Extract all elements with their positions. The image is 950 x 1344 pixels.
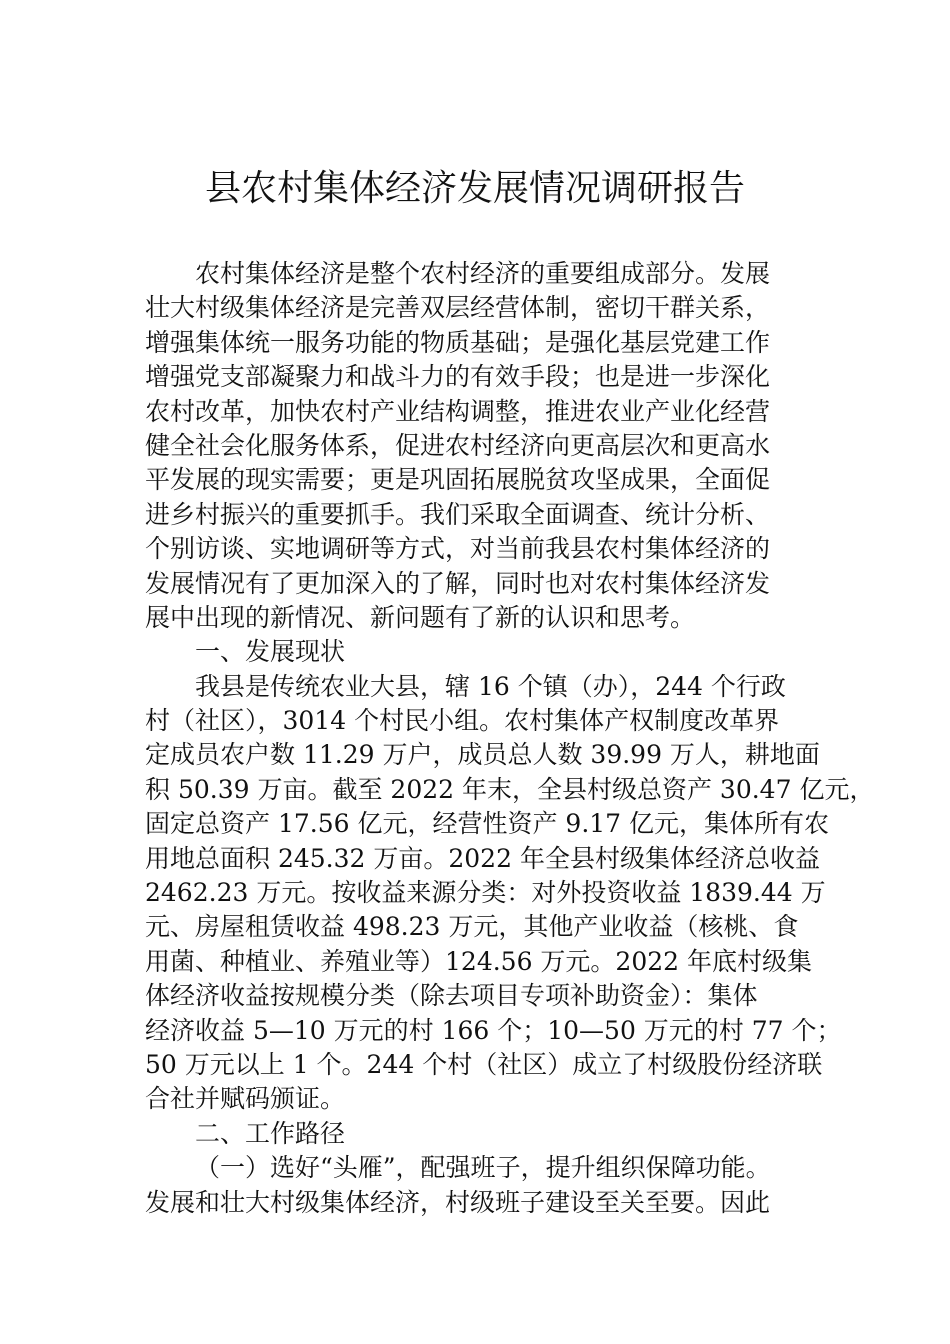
body-line: 健全社会化服务体系，促进农村经济向更高层次和更高水 — [145, 430, 771, 460]
body-line: 积 50.39 万亩。截至 2022 年末，全县村级总资产 30.47 亿元， — [145, 774, 875, 804]
body-line: 经济收益 5—10 万元的村 166 个；10—50 万元的村 77 个； — [145, 1015, 842, 1045]
body-line: 合社并赋码颁证。 — [145, 1084, 346, 1114]
body-line: 我县是传统农业大县，辖 16 个镇（办），244 个行政 — [195, 671, 786, 701]
document-body — [145, 257, 875, 1220]
body-line: 2462.23 万元。按收益来源分类：对外投资收益 1839.44 万 — [145, 878, 826, 908]
body-line: 定成员农户数 11.29 万户，成员总人数 39.99 万人，耕地面 — [145, 740, 820, 770]
section-heading: 一、发展现状 — [195, 637, 346, 667]
body-line: 农村改革，加快农村产业结构调整，推进农业产业化经营 — [145, 396, 771, 426]
body-line: 村（社区），3014 个村民小组。农村集体产权制度改革界 — [145, 706, 780, 736]
body-line: 农村集体经济是整个农村经济的重要组成部分。发展 — [195, 259, 771, 288]
body-line: 增强集体统一服务功能的物质基础；是强化基层党建工作 — [145, 327, 771, 357]
body-line: 体经济收益按规模分类（除去项目专项补助资金）：集体 — [145, 981, 758, 1011]
body-line: 展中出现的新情况、新问题有了新的认识和思考。 — [145, 602, 696, 632]
body-line: 50 万元以上 1 个。244 个村（社区）成立了村级股份经济联 — [145, 1049, 823, 1079]
document-title: 县农村集体经济发展情况调研报告 — [204, 168, 745, 209]
body-line: 发展情况有了更加深入的了解，同时也对农村集体经济发 — [145, 568, 771, 598]
body-line: 元、房屋租赁收益 498.23 万元，其他产业收益（核桃、食 — [145, 912, 799, 942]
body-line: 发展和壮大村级集体经济，村级班子建设至关至要。因此 — [145, 1187, 771, 1217]
body-line: 用地总面积 245.32 万亩。2022 年全县村级集体经济总收益 — [145, 843, 820, 873]
body-line: 固定总资产 17.56 亿元，经营性资产 9.17 亿元，集体所有农 — [145, 809, 830, 839]
body-line: 进乡村振兴的重要抓手。我们采取全面调查、统计分析、 — [145, 499, 771, 529]
body-line: 个别访谈、实地调研等方式，对当前我县农村集体经济的 — [145, 534, 771, 564]
body-line: 平发展的现实需要；更是巩固拓展脱贫攻坚成果，全面促 — [145, 465, 771, 495]
body-line: 增强党支部凝聚力和战斗力的有效手段；也是进一步深化 — [145, 362, 771, 392]
subsection-heading: （一）选好“头雁”，配强班子，提升组织保障功能。 — [195, 1153, 771, 1183]
body-line: 用菌、种植业、养殖业等）124.56 万元。2022 年底村级集 — [145, 946, 812, 976]
section-heading: 二、工作路径 — [195, 1118, 346, 1148]
body-line: 壮大村级集体经济是完善双层经营体制，密切干群关系， — [145, 293, 771, 323]
